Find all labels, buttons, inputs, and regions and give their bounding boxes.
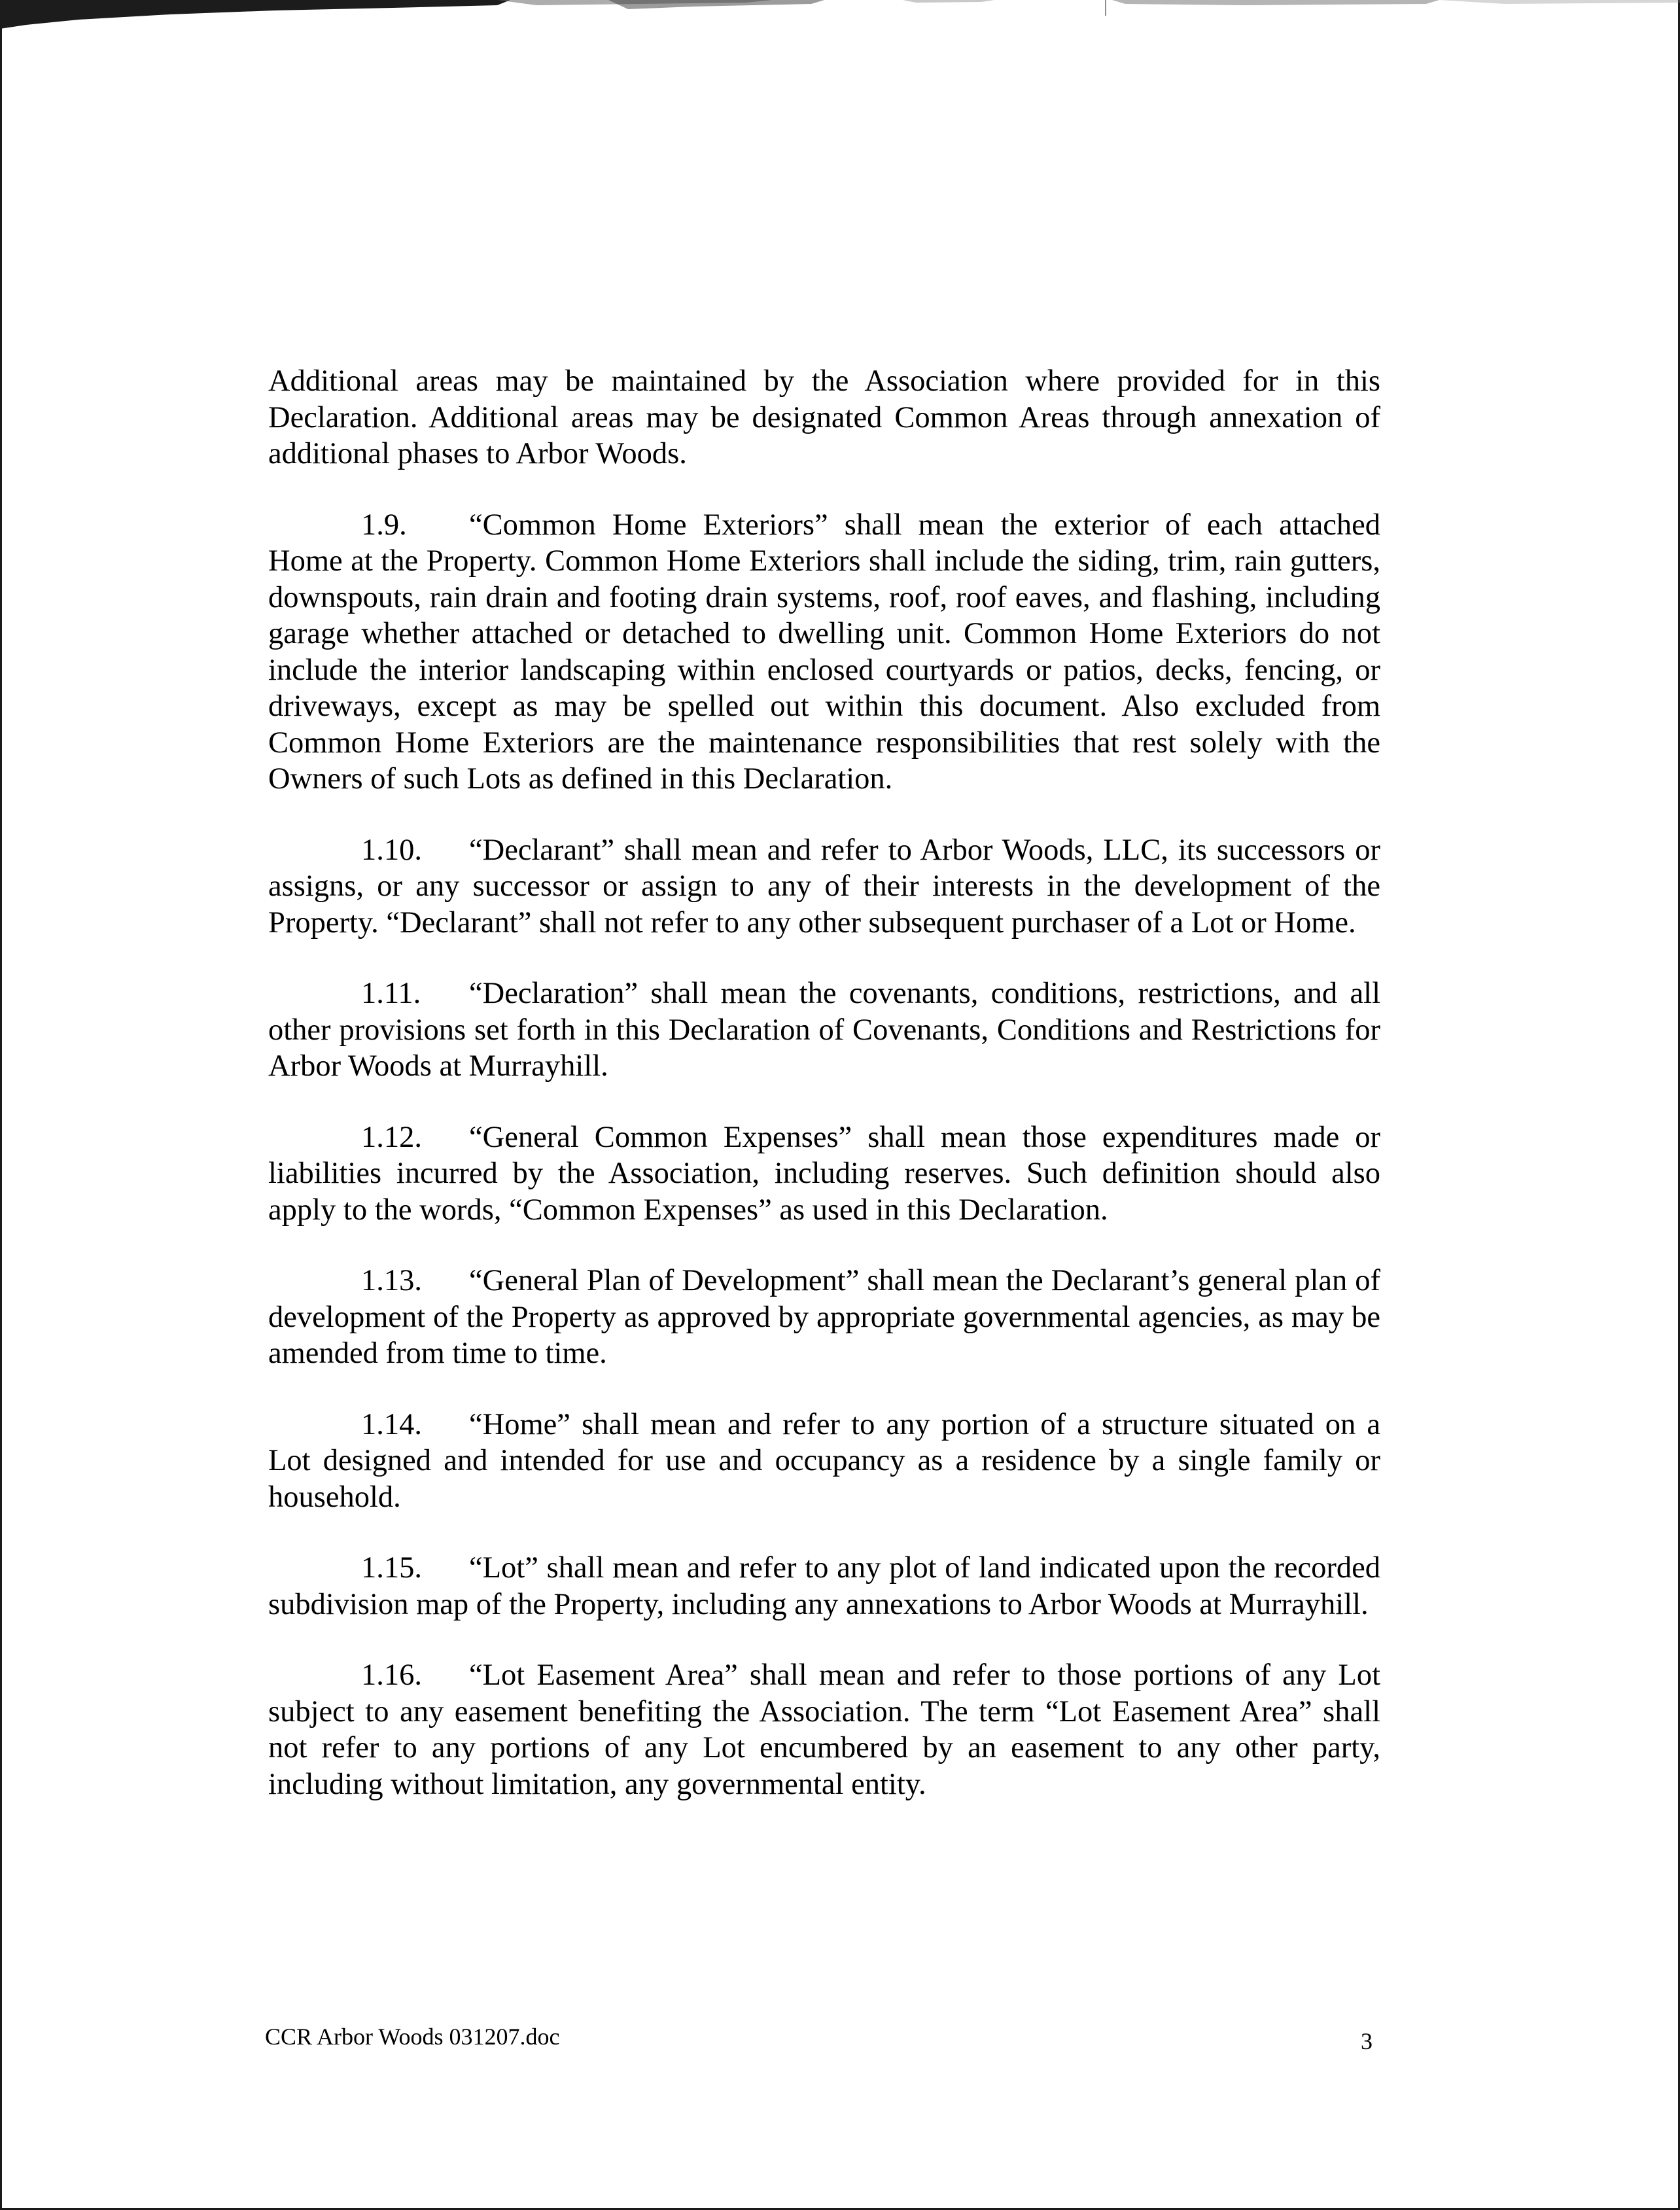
paragraph-continuation	[268, 363, 1380, 472]
document-body	[268, 363, 1380, 1837]
paragraph-number: 1.13.	[361, 1264, 422, 1297]
paragraph-number: 1.12.	[361, 1120, 422, 1154]
paragraph-number: 1.16.	[361, 1658, 422, 1692]
paragraph-1-12	[268, 1119, 1380, 1229]
paragraph-number: 1.15.	[361, 1551, 422, 1585]
paragraph-text: “Common Home Exteriors” shall mean the exterior of each attached Home at the Property. Common Home Exteriors shall include the siding, trim, rain gutters, downspouts, rain drain and footing drain systems, roof, roof eaves, and flashing, including garage whether attached or detached to dwelling unit. Common Home Exteriors do not include the interior landscaping within enclosed courtyards or patios, decks, fencing, or driveways, except as may be spelled out within this document. Also excluded from Common Home Exteriors are the maintenance responsibilities that rest solely with the Owners of such Lots as defined in this Declaration.	[268, 508, 1380, 796]
paragraph-text: “Declarant” shall mean and refer to Arbor Woods, LLC, its successors or assigns, or any successor or assign to any of their interests in the development of the Property. “Declarant” shall not refer to any other subsequent purchaser of a Lot or Home.	[268, 833, 1380, 939]
paragraph-number: 1.14.	[361, 1407, 422, 1441]
paragraph-1-11	[268, 975, 1380, 1085]
paragraph-text: “Home” shall mean and refer to any portion of a structure situated on a Lot designed and intended for use and occupancy as a residence by a single family or household.	[268, 1407, 1380, 1514]
footer-filename: CCR Arbor Woods 031207.doc	[265, 2024, 560, 2050]
paragraph-1-15	[268, 1550, 1380, 1622]
paragraph-1-9	[268, 507, 1380, 798]
paragraph-1-13	[268, 1263, 1380, 1372]
paragraph-1-16	[268, 1657, 1380, 1802]
paragraph-text: “Lot Easement Area” shall mean and refer to those portions of any Lot subject to any easement benefiting the Association. The term “Lot Easement Area” shall not refer to any portions of any Lot encumbered by an easement to any other party, including without limitation, any governmental entity.	[268, 1658, 1380, 1801]
paragraph-number: 1.9.	[361, 508, 407, 542]
paragraph-text: Additional areas may be maintained by the Association where provided for in this Declaration. Additional areas may be designated Common Areas through annexation of additional phases to Arbor Woods.	[268, 364, 1380, 470]
paragraph-1-10	[268, 832, 1380, 941]
paragraph-text: “General Plan of Development” shall mean the Declarant’s general plan of development of the Property as approved by appropriate governmental agencies, as may be amended from time to time.	[268, 1264, 1380, 1370]
paragraph-text: “Lot” shall mean and refer to any plot of land indicated upon the recorded subdivision map of the Property, including any annexations to Arbor Woods at Murrayhill.	[268, 1551, 1380, 1621]
footer-page-number: 3	[1361, 2028, 1373, 2054]
paragraph-1-14	[268, 1407, 1380, 1516]
paragraph-text: “Declaration” shall mean the covenants, conditions, restrictions, and all other provisions set forth in this Declaration of Covenants, Conditions and Restrictions for Arbor Woods at Murrayhill.	[268, 977, 1380, 1083]
scan-artifact-top	[0, 0, 1680, 30]
paragraph-number: 1.11.	[361, 977, 421, 1010]
paragraph-text: “General Common Expenses” shall mean those expenditures made or liabilities incurred by the Association, including reserves. Such definition should also apply to the words, “Common Expenses” as used in this Declaration.	[268, 1120, 1380, 1227]
paragraph-number: 1.10.	[361, 833, 422, 867]
